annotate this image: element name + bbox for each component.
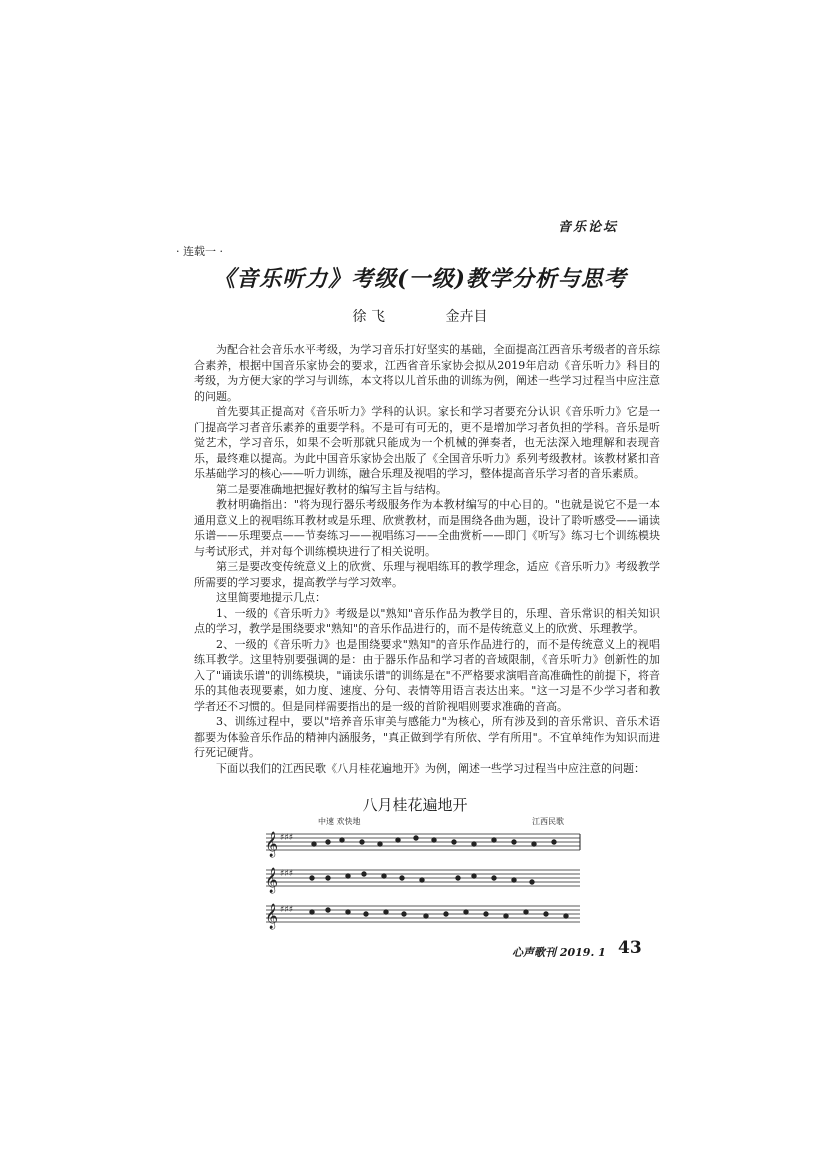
svg-text:♯♯♯: ♯♯♯ [280,905,294,915]
paragraph: 3、训练过程中，要以"培养音乐审美与感能力"为核心，所有涉及到的音乐常识、音乐术语都要为体验音乐作品的精神内涵服务，"真正做到学有所依、学有所用"。不宜单纯作为知识而进行死记硬背。 [194,715,660,759]
paragraph: 下面以我们的江西民歌《八月桂花遍地开》为例，阐述一些学习过程当中应注意的问题： [216,761,645,775]
paragraph: 2、一级的《音乐听力》也是围绕要求"熟知"的音乐作品进行的，而不是传统意义上的视唱练耳教学。这里特别要强调的是：由于器乐作品和学习者的音域限制，《音乐听力》创新性的加入了"诵读乐谱"的训练模块，"诵读乐谱"的训练是在"不严格要求演唱音高准确性的前提下，将音乐的其他表现要素，如力度、速度、分句、表情等用语言表达出来。"这一习是不少学习者和教学者还不习惯的。但是同样需要指出的是一级的首阶视唱则要求准确的音高。 [194,637,660,713]
paragraph: 为配合社会音乐水平考级，为学习音乐打好坚实的基础，全面提高江西音乐考级者的音乐综合素养，根据中国音乐家协会的要求，江西省音乐家协会拟从2019年启动《音乐听力》科目的考级，为方便大家的学习与训练，本文将以儿首乐曲的训练为例，阐述一些学习过程当中应注意的问题。 [194,343,660,403]
page-number: 43 [618,938,642,958]
paragraph: 第二是要准确地把握好教材的编写主旨与结构。 [216,482,447,496]
score-tempo: 中速 欢快地 [318,817,361,826]
article-title: 《音乐听力》考级(一级)教学分析与思考 [213,266,627,292]
score-credit: 江西民歌 [532,817,564,826]
music-score [262,826,582,930]
svg-text:𝄞: 𝄞 [265,904,279,929]
paragraph: 第三是要改变传统意义上的欣赏、乐理与视唱练耳的教学理念，适应《音乐听力》考级教学所需要的学习要求，提高教学与学习效率。 [194,560,660,589]
column-tag: 音乐论坛 [557,220,618,235]
svg-text:♯♯♯: ♯♯♯ [280,869,294,879]
score-title: 八月桂花遍地开 [362,796,468,814]
authors [160,306,680,326]
paragraph: 首先要其正提高对《音乐听力》学科的认识。家长和学习者要充分认识《音乐听力》它是一门提高学习者音乐素养的重要学科。不是可有可无的，更不是增加学习者负担的学科。音乐是听觉艺术，学习音乐，如果不会听那就只能成为一个机械的弹奏者，也无法深入地理解和表现音乐，最终难以提高。为此中国音乐家协会出版了《全国音乐听力》系列考级教材。该教材紧扣音乐基础学习的核心——听力训练，融合乐理及视唱的学习，整体提高音乐学习者的音乐素质。 [194,405,660,480]
author-2: 金卉目 [445,309,488,325]
journal-name: 心声歌刊 2019. 1 [512,946,606,959]
svg-text:♯♯♯: ♯♯♯ [280,833,294,843]
staff-2 [265,867,580,893]
series-tag: · 连载一 · [176,245,223,258]
staff-3 [265,903,580,929]
paragraph: 1、一级的《音乐听力》考级是以"熟知"音乐作品为教学目的，乐理、音乐常识的相关知识点的学习，教学是围绕要求"熟知"的音乐作品进行的，而不是传统意义上的欣赏、乐理教学。 [194,606,660,635]
svg-text:𝄞: 𝄞 [265,868,279,893]
paragraph: 这里简要地提示几点： [216,591,326,604]
author-1: 徐 飞 [352,309,385,325]
staff-1 [265,831,580,857]
paragraph: 教材明确指出："将为现行器乐考级服务作为本教材编写的中心目的。"也就是说它不是一本通用意义上的视唱练耳教材或是乐理、欣赏教材，而是围绕各曲为题，设计了聆听感受——诵读乐谱——乐理要点——节奏练习——视唱练习——全曲赏析——即门《听写》练习七个训练模块与考试形式，并对每个训练模块进行了相关说明。 [194,498,660,558]
svg-text:𝄞: 𝄞 [265,832,279,857]
article-body [194,342,660,776]
